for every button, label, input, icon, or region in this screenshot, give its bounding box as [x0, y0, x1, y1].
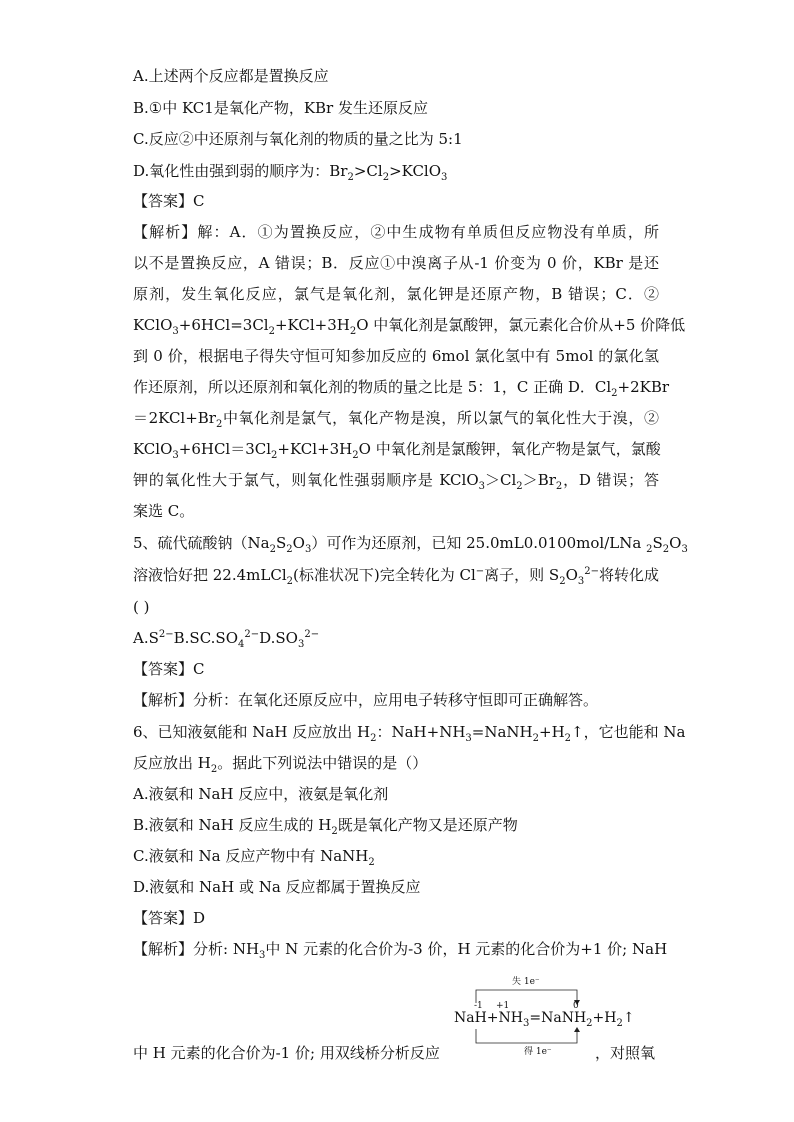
q6-option-d: D.液氨和 NaH 或 Na 反应都属于置换反应 [133, 878, 421, 896]
q4-analysis-line: 以不是置换反应，A 错误；B．反应①中溴离子从-1 价变为 0 价，KBr 是还 [133, 254, 659, 272]
q4-option-b: B.①中 KC1是氧化产物，KBr 发生还原反应 [133, 99, 428, 117]
q4-analysis-line: 钾的氧化性大于氯气，则氧化性强弱顺序是 $KClO_3>Cl_2>Br_2$，D 错误；答 [133, 471, 660, 492]
gain-electron-label: 得 1e⁻ [524, 1047, 552, 1057]
q6-analysis-line: 中 H 元素的化合价为-1 价; 用双线桥分析反应 [133, 1044, 440, 1062]
q4-analysis-line: 作还原剂，所以还原剂和氧化剂的物质的量之比是 5：1，C 正确 D．$Cl_2+2KBr$ [133, 378, 670, 399]
q5-question-line: 5、硫代硫酸钠$(Na_2S_2O_3)$可作为还原剂，已知 25.0mL0.0100mol/LNa $_2S_2O_3$ [133, 534, 688, 555]
valence-label: +1 [496, 1001, 510, 1011]
q4-answer: 【答案】C [133, 192, 205, 210]
q5-analysis: 【解析】分析：在氧化还原反应中，应用电子转移守恒即可正确解答。 [133, 691, 599, 709]
valence-label: 0 [573, 1001, 579, 1011]
q5-blank: ( ) [133, 598, 150, 616]
q4-option-a: A.上述两个反应都是置换反应 [133, 67, 329, 85]
q4-analysis-line: 原剂，发生氧化反应，氯气是氧化剂，氯化钾是还原产物，B 错误；C．② [133, 285, 659, 303]
q4-analysis-line: 案选 C。 [133, 502, 195, 520]
q4-option-c: C.反应②中还原剂与氧化剂的物质的量之比为 5:1 [133, 130, 463, 148]
q6-option-c: C.液氨和 Na 反应产物中有 NaNH$_2$ [133, 847, 375, 868]
q4-analysis-line: $=2KCl+Br_2$中氧化剂是氯气，氧化产物是溴，所以氯气的氧化性大于溴，② [133, 409, 659, 430]
q6-question-line: 反应放出 $H_2$。据此下列说法中错误的是（） [133, 754, 428, 775]
q4-analysis-line: 到 0 价，根据电子得失守恒可知参加反应的 6mol 氯化氢中有 5mol 的氯化氢 [133, 347, 659, 365]
q6-option-b: B.液氨和 NaH 反应生成的 $H_2$既是氧化产物又是还原产物 [133, 816, 518, 837]
q5-answer: 【答案】C [133, 660, 205, 678]
q4-analysis-line: 【解析】解：A．①为置换反应，②中生成物有单质但反应物没有单质，所 [133, 223, 659, 241]
lose-electron-label: 失 1e⁻ [512, 977, 540, 987]
q6-analysis-line-tail: ，对照氧 [595, 1044, 656, 1062]
q6-answer: 【答案】D [133, 909, 206, 927]
q5-options: $A.S^{2-}B.SC.SO_4^{2-}D.SO_3^{2-}$ [133, 629, 320, 650]
q4-analysis-line: $KClO_3+6HCl=3Cl_2+KCl+3H_2O$ 中氧化剂是氯酸钾，氧化产物是氯气，氯酸 [133, 440, 661, 461]
q4-analysis-line: $KClO_3+6HCl=3Cl_2+KCl+3H_2O$ 中氧化剂是氯酸钾，氯元素化合价从+5 价降低 [133, 316, 686, 337]
q6-question-line: 6、已知液氨能和 NaH 反应放出 $H_2$：$NaH+NH_3=NaNH_2+H_2↑$，它也能和 Na [133, 723, 686, 744]
q4-option-d: D.氧化性由强到弱的顺序为：$Br_2>Cl_2>KClO_3$ [133, 162, 448, 183]
q6-analysis-line: 【解析】分析: $NH_3$中 N 元素的化合价为-3 价，H 元素的化合价为+1 价; NaH [133, 940, 668, 961]
q5-question-line: 溶液恰好把 22.4mLCl$_2$(标准状况下)完全转化为 Cl−离子，则 $S_2O_3^{2-}$将转化成 [133, 566, 660, 587]
valence-label: -1 [474, 1001, 483, 1011]
reaction-equation: $NaH+NH_3=NaNH_2+H_2↑$ [454, 1010, 635, 1029]
q6-option-a: A.液氨和 NaH 反应中，液氨是氧化剂 [133, 785, 389, 803]
